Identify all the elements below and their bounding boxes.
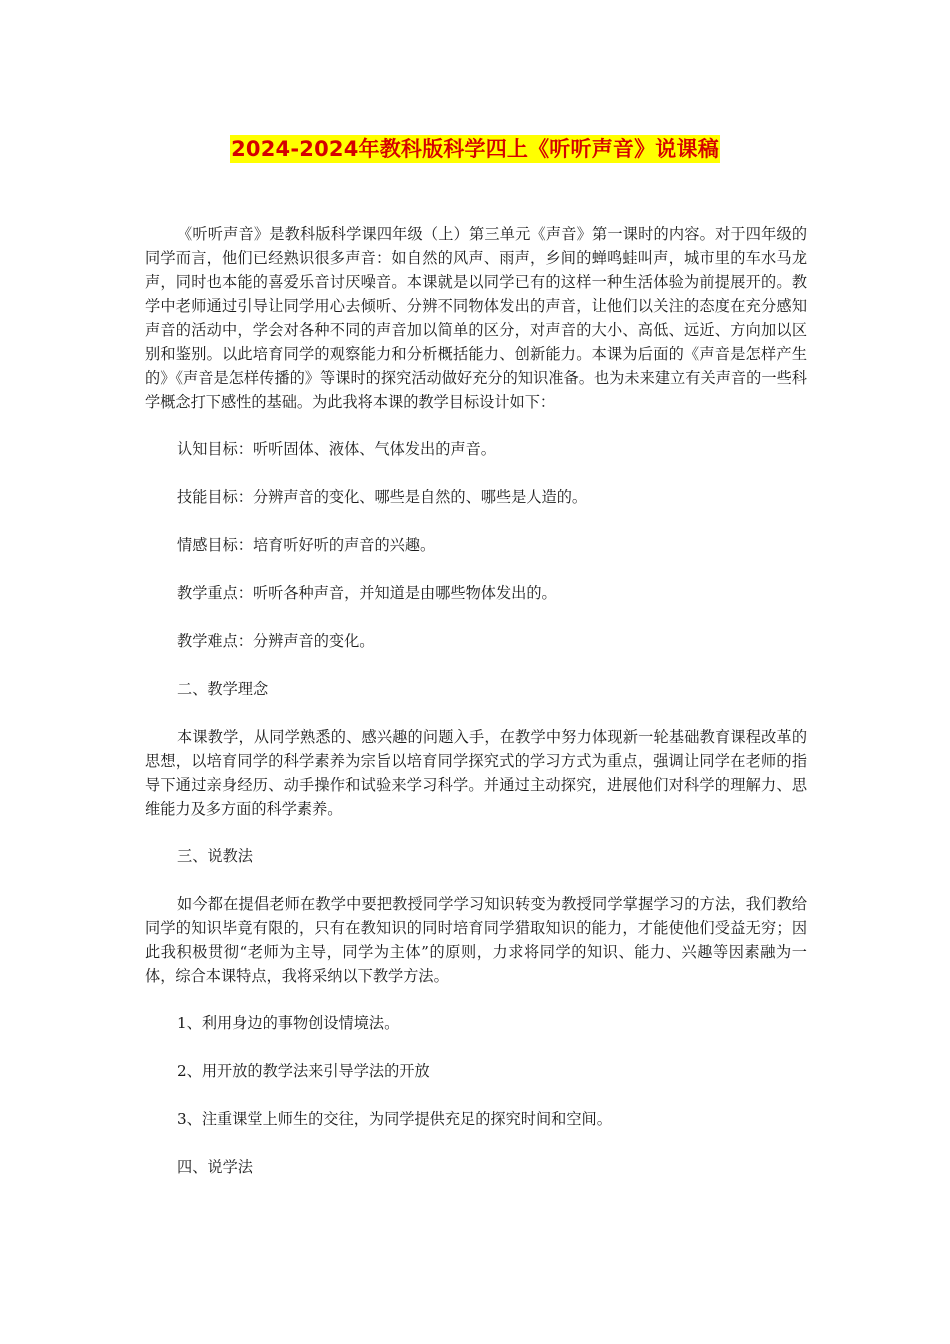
section-heading-teaching-philosophy: 二、教学理念 [177,680,269,698]
section-heading-teaching-methods: 三、说教法 [177,847,253,865]
skill-goal: 技能目标：分辨声音的变化、哪些是自然的、哪些是人造的。 [177,488,588,506]
emotion-goal: 情感目标：培育听好听的声音的兴趣。 [177,536,436,554]
intro-paragraph: 《听听声音》是教科版科学课四年级（上）第三单元《声音》第一课时的内容。对于四年级的同学而言，他们已经熟识很多声音：如自然的风声、雨声，乡间的蝉鸣蛙叫声，城市里的车水马龙声，同时也本能的喜爱乐音讨厌噪音。本课就是以同学已有的这样一种生活体验为前提展开的。教学中老师通过引导让同学用心去倾听、分辨不同物体发出的声音，让他们以关注的态度在充分感知声音的活动中，学会对各种不同的声音加以简单的区分，对声音的大小、高低、远近、方向加以区别和鉴别。以此培育同学的观察能力和分析概括能力、创新能力。本课为后面的《声音是怎样产生的》《声音是怎样传播的》等课时的探究活动做好充分的知识准备。也为未来建立有关声音的一些科学概念打下感性的基础。为此我将本课的教学目标设计如下： [145,225,807,411]
teaching-methods-paragraph: 如今都在提倡老师在教学中要把教授同学学习知识转变为教授同学掌握学习的方法，我们教给同学的知识毕竟有限的，只有在教知识的同时培育同学猎取知识的能力，才能使他们受益无穷；因此我积极贯彻“老师为主导，同学为主体”的原则，力求将同学的知识、能力、兴趣等因素融为一体，综合本课特点，我将采纳以下教学方法。 [145,895,807,985]
section-heading-learning-methods: 四、说学法 [177,1158,253,1176]
teaching-key-point: 教学重点：听听各种声音，并知道是由哪些物体发出的。 [177,584,557,602]
method-item-2: 2、用开放的教学法来引导学法的开放 [177,1062,430,1080]
method-item-3: 3、注重课堂上师生的交往，为同学提供充足的探究时间和空间。 [177,1110,612,1128]
cognitive-goal: 认知目标：听听固体、液体、气体发出的声音。 [177,440,496,458]
document-body [145,222,807,1203]
teaching-difficulty: 教学难点：分辨声音的变化。 [177,632,375,650]
document-title: 2024-2024年教科版科学四上《听听声音》说课稿 [231,137,719,161]
method-item-1: 1、利用身边的事物创设情境法。 [177,1014,400,1032]
title-container [0,135,950,163]
teaching-philosophy-paragraph: 本课教学，从同学熟悉的、感兴趣的问题入手，在教学中努力体现新一轮基础教育课程改革的思想，以培育同学的科学素养为宗旨以培育同学探究式的学习方式为重点，强调让同学在老师的指导下通过亲身经历、动手操作和试验来学习科学。并通过主动探究，进展他们对科学的理解力、思维能力及多方面的科学素养。 [145,728,807,818]
